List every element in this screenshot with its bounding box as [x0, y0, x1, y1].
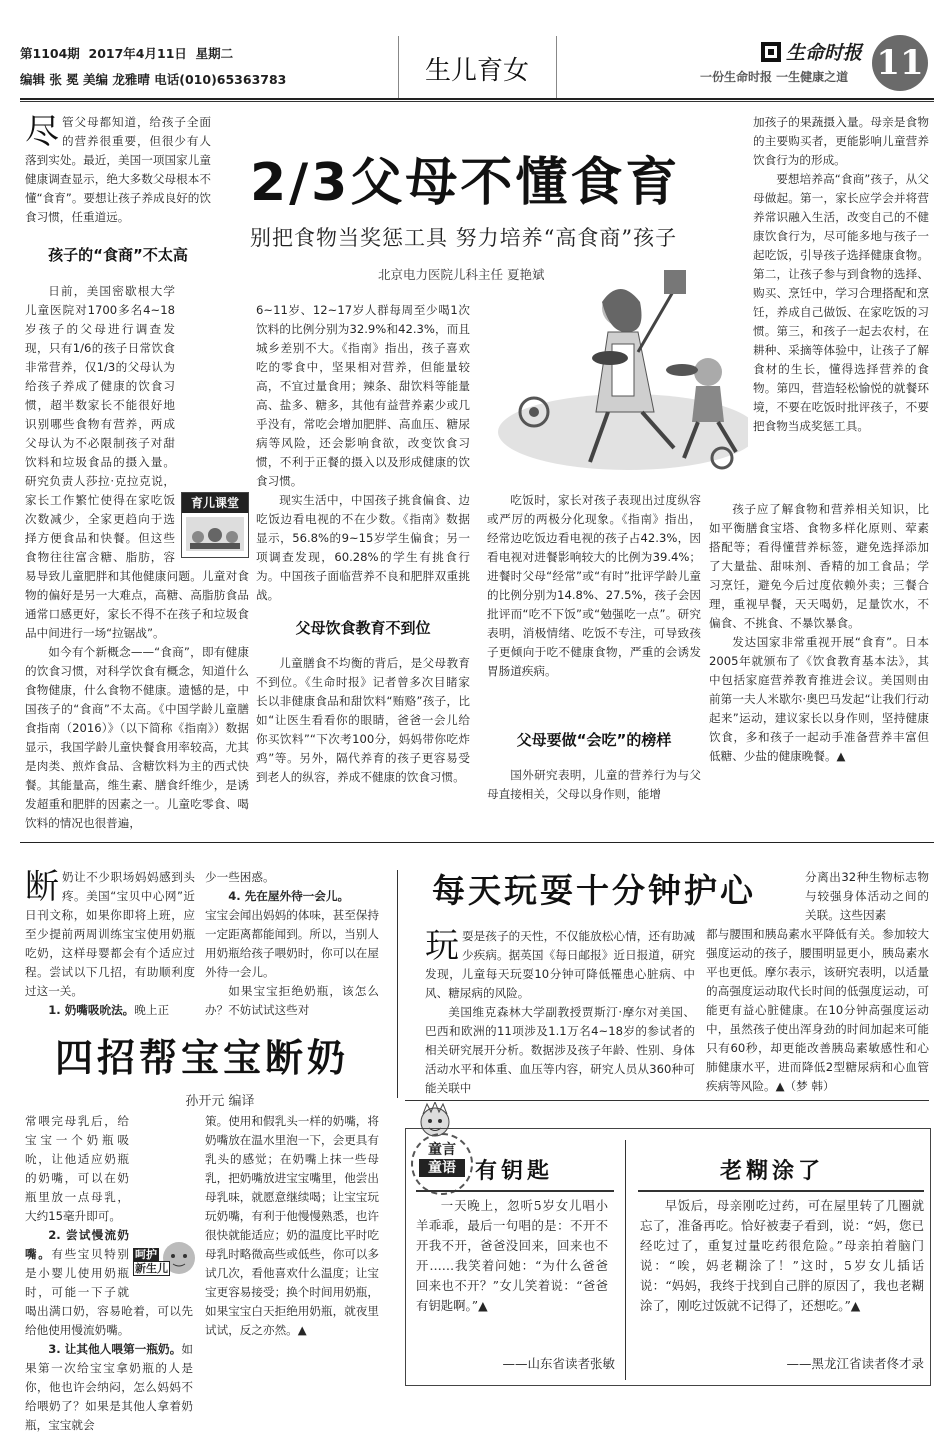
article1-col2-b [256, 654, 470, 787]
article2-intro: 奶让不少职场妈妈感到头疼。美国“宝贝中心网”近日刊文称，如果你即将上班，应至少提前两周训练宝宝使用奶瓶吃奶，这样母婴都会有个适应过程。尝试以下几招，有助顺利度过这一关。 [25, 870, 195, 998]
article3-p3: 都与腰围和胰岛素水平降低有关。参加较大强度运动的孩子，腰围明显更小，胰岛素水平也更低。摩尔表示，该研究表明，以适量的高强度运动取代长时间的低强度运动，可能更有益心脏健康。在10分钟高强度运动中，虽然孩子使出浑身劲的时间加起来可能只有60秒，却更能改善胰岛素敏感性和心肺健康水平，进而降低2型糖尿病和心血管疾病等风险。▲（梦 韩） [706, 927, 929, 1093]
tip2-text: 有些宝贝特别是小婴儿使用奶瓶时，可能一下子就喝出满口奶，容易呛着，可以先给他使用慢流奶嘴。 [25, 1247, 193, 1337]
article1-subhead1: 孩子的“食商”不太高 [48, 246, 188, 264]
story2-title: 老糊涂了 [720, 1159, 825, 1184]
story2-text: 早饭后，母亲刚吃过药，可在屋里转了几圈就忘了，准备再吃。恰好被妻子看到，说：“妈，您已经吃过了，重复过量吃药很危险。”母亲拍着脑门说：“唉，妈老糊涂了！”这时，5岁女儿插话说：“妈妈，我终于找到自己胖的原因了，我也老糊涂了，刚吃过饭就不记得了，还想吃。”▲ [640, 1198, 924, 1313]
issue-number: 第1104期 [20, 46, 80, 61]
story2-title-line [638, 1190, 924, 1192]
article2-col2-bottom [205, 1112, 379, 1340]
article2-col1-bottom-text: 常喂完母乳后，给宝宝一个奶瓶吸吮，让他适应奶瓶的奶嘴，可以在奶瓶里放一点母乳，大约15毫升即可。 [25, 1114, 129, 1223]
article3-right-top [805, 868, 929, 925]
section-title: 生儿育女 [424, 56, 529, 86]
classroom-icon [182, 513, 248, 555]
page-number-text: 11 [876, 43, 924, 83]
paper-logo [760, 38, 862, 65]
article3-dropcap: 玩 [425, 926, 459, 966]
article2-col2-top-a: 少一些困惑。 [205, 870, 275, 884]
story1-text: 一天晚上，忽听5岁女儿唱小羊乖乖，最后一句唱的是：不开不开我不开，爸爸没回来，回来也不开……我笑着问她：“为什么爸爸回来也不开？”女儿笑着说：“爸爸有钥匙啊。”▲ [416, 1198, 608, 1313]
article2-dropcap: 断 [25, 867, 59, 907]
tip3-text: 如果第一次给宝宝拿奶瓶的人是你，他也许会纳闷，怎么妈妈不给喂奶了？如果是其他人拿着奶瓶，宝宝就会 [25, 1342, 193, 1432]
article1-col1-para2: 如今有个新概念——“食商”，即有健康的饮食习惯，对科学饮食有概念，知道什么食物健康，什么食物不健康。遗憾的是，中国孩子的“食商”不太高。《中国学龄儿童膳食指南（2016）》（以下简称《指南》）数据显示，我国学龄儿童快餐食用率较高，尤其是肉类、煎炸食品、含糖饮料为主的西式快餐。其能量高，维生素、膳食纤维少，是诱发超重和肥胖的因素之一。儿童吃零食、喝饮料的情况也很普遍， [25, 645, 249, 830]
article3-left [425, 927, 695, 1098]
issue-weekday: 星期二 [195, 46, 234, 61]
newborn-badge [133, 1236, 199, 1290]
article3-p2: 美国维克森林大学副教授贾斯汀·摩尔对美国、巴西和欧洲的11项涉及1.1万名4~18岁的参试者的相关研究展开分析。数据涉及孩子年龄、性别、身体活动水平和体重、血压等内容，研究人员从360种可能关联中 [425, 1005, 695, 1095]
article2-byline: 孙开元 编译 [185, 1094, 255, 1109]
article1-subtitle: 别把食物当奖惩工具 努力培养“高食商”孩子 [250, 226, 678, 250]
tip2-label: 2. 尝试慢流奶嘴。 [25, 1228, 129, 1261]
article2-col2-top-b: 宝宝会闻出妈妈的体味，甚至保持一定距离都能闻到。所以，当别人用奶瓶给孩子喂奶时，你可以在屋外待一会儿。 [205, 908, 379, 979]
mother-child-illustration [478, 262, 748, 482]
tip4-label: 4. 先在屋外待一会儿。 [228, 889, 350, 903]
article1-col4-b [709, 500, 929, 766]
newborn-badge-line2: 新生儿 [135, 1262, 168, 1275]
article3-right-top-text: 分离出32种生物标志物与较强身体活动之间的关联。这些因素 [805, 870, 929, 922]
article3-p1: 耍是孩子的天性，不仅能放松心情，还有助减少疾病。据英国《每日邮报》近日报道，研究发现，儿童每天玩耍10分钟可降低罹患心脏病、中风、糖尿病的风险。 [425, 929, 695, 1000]
story1-author: ——山东省读者张敏 [502, 1356, 615, 1371]
article1-col3-p2: 国外研究表明，儿童的营养行为与父母直接相关，父母以身作则，能增 [487, 768, 701, 801]
story1-title: 有钥匙 [475, 1159, 554, 1184]
story2-author: ——黑龙江省读者佟才录 [786, 1356, 924, 1371]
article1-col4-p3: 孩子应了解食物和营养相关知识，比如平衡膳食宝塔、食物多样化原则、荤素搭配等；看得懂营养标签，避免选择添加了大量盐、甜味剂、香精的加工食品；学习烹饪，避免今后过度依赖外卖；三餐合理，重视早餐，天天喝奶，足量饮水，不偏食、不挑食、不暴饮暴食。 [709, 502, 929, 630]
article1-title: 2/3父母不懂食育 [250, 153, 681, 213]
paper-name: 生命时报 [786, 42, 863, 64]
kid-quotes-badge-bottom: 童语 [419, 1159, 465, 1177]
article1-col4-p1: 加孩子的果蔬摄入量。母亲是食物的主要购买者，更能影响儿童营养饮食行为的形成。 [753, 115, 929, 167]
article1-col3-p1: 吃饭时，家长对孩子表现出过度纵容或严厉的两极分化现象。《指南》指出，经常边吃饭边看电视的孩子占42.3%，因看电视对进餐影响较大的比例为39.4%；进餐时父母“经常”或“有时”批评学龄儿童的比例分别为14.8%、27.5%，孩子会因批评而“吃不下饭”或“勉强吃一点”。研究表明，消极情绪、吃饭不专注，可导致孩子更倾向于吃不健康食物，严重的会诱发胃肠道疾病。 [487, 493, 701, 678]
article1-col4-p2: 要想培养高“食商”孩子，从父母做起。第一，家长应学会并将营养常识融入生活，改变自己的不健康饮食行为，尽可能多地与孩子一起吃饭，引导孩子选择健康食物。第二，让孩子参与到食物的选择、购买、烹饪中，学习合理搭配和烹饪，养成自己做饭、在家吃饭的习惯。第三，和孩子一起去农村，在耕种、采摘等体验中，让孩子了解食材的生长，懂得选择营养的食物。第四，营造轻松愉悦的就餐环境，不要在吃饭时批评孩子，不要把食物当成奖惩工具。 [753, 172, 929, 433]
article2-title: 四招帮宝宝断奶 [55, 1036, 350, 1080]
article1-col1-text [25, 282, 249, 837]
article1-col2-p3: 儿童膳食不均衡的背后，是父母教育不到位。《生命时报》记者曾多次目睹家长以非健康食品和甜饮料“贿赂”孩子，比如“让医生看看你的眼睛，爸爸一会儿给你买饮料”“下次考100分，妈妈带你吃炸鸡”等。另外，隔代养育的孩子更容易受到老人的纵容，养成不健康的饮食习惯。 [256, 656, 470, 784]
article2-col1-top [25, 868, 195, 1020]
tip1-start: 晚上正 [134, 1003, 170, 1017]
newborn-badge-line1: 呵护 [135, 1248, 157, 1261]
article1-byline: 北京电力医院儿科主任 夏艳斌 [378, 267, 545, 282]
story1-title-line [416, 1190, 614, 1192]
kid-quotes-badge [411, 1133, 473, 1195]
article1-dropcap: 尽 [25, 112, 59, 152]
article1-subhead3: 父母要做“会吃”的榜样 [516, 731, 672, 749]
story1-body [416, 1196, 608, 1316]
article1-col2 [256, 301, 470, 605]
page-number [872, 35, 928, 91]
article1-col2-p2: 现实生活中，中国孩子挑食偏食、边吃饭边看电视的不在少数。《指南》数据显示，56.8%的9~15岁学生偏食；另一项调查发现，60.28%的学生有挑食行为。中国孩子面临营养不良和肥胖双重挑战。 [256, 493, 470, 602]
editor-info: 编辑 张 冕 美编 龙雅晴 电话(010)65363783 [20, 72, 287, 87]
article1-col2-p1: 6~11岁、12~17岁人群每周至少喝1次饮料的比例分别为32.9%和42.3%，而且城乡差别不大。《指南》指出，孩子喜欢吃的零食中，坚果相对营养，但能量较高，不宜过量食用；辣条、甜饮料等能量高、盐多、糖多，其他有益营养素少或几乎没有，常吃会增加肥胖、高血压、糖尿病等风险，还会影响食欲，改变饮食习惯，不利于正餐的摄入以及形成健康的饮食习惯。 [256, 303, 470, 488]
article3-title: 每天玩耍十分钟护心 [432, 871, 756, 910]
article2-col2-top-c: 如果宝宝拒绝奶瓶，该怎么办？不妨试试这些对 [205, 984, 379, 1017]
nurture-badge-title: 育儿课堂 [182, 493, 248, 513]
article1-col1 [25, 113, 211, 227]
article1-col4-p4: 发达国家非常重视开展“食育”。日本2005年就颁布了《饮食教育基本法》，其中包括家庭营养教育推进会议。美国则由前第一夫人米歇尔·奥巴马发起“让我们行动起来”运动，建议家长以身作则，坚持健康饮食，多和孩子一起动手准备营养丰富但低糖、少盐的健康晚餐。▲ [709, 635, 929, 763]
issue-info [20, 44, 233, 62]
article1-intro: 管父母都知道，给孩子全面的营养很重要，但很少有人落到实处。最近，美国一项国家儿童健康调查显示，绝大多数父母根本不懂“食育”。要想让孩子养成良好的饮食习惯，任重道远。 [25, 115, 211, 224]
kid-quotes-badge-top: 童言 [428, 1142, 456, 1158]
article2-col2-top [205, 868, 379, 1020]
article1-col1-para1: 日前，美国密歇根大学儿童医院对1700多名4~18岁孩子的父母进行调查发现，只有1/6的孩子日常饮食非常营养，仅1/3的父母认为给孩子养成了健康的饮食习惯，超半数家长不能很好地识别哪些食物有营养，两成父母认为不必限制孩子对甜饮料和垃圾食品的摄入量。研究负责人莎拉·克拉克说，家长工作繁忙使得在家吃饭次数减少，全家更趋向于选择方便食品和快餐。但这些食物往往富含糖、脂肪，容易导致儿童肥胖和其他健康问题。儿童对食物的偏好是另一大难点，高糖、高脂肪食品通常口感更好，家长不得不在孩子和垃圾食品中间进行一场“拉锯战”。 [25, 284, 249, 640]
paper-slogan: 一份生命时报 一生健康之道 [700, 70, 849, 84]
mother-child-cooking-illustration [478, 262, 748, 482]
article3-right [706, 925, 929, 1096]
article2-col2-bottom-text: 策。使用和假乳头一样的奶嘴，将奶嘴放在温水里泡一下，会更具有乳头的感觉；在奶嘴上抹一些母乳，把奶嘴放进宝宝嘴里，他尝出母乳味，就愿意继续喝；让宝宝玩玩奶嘴，有利于他慢慢熟悉，也许很快就能适应；奶的温度比平时吃母乳时略微高些或低些，你可以多试几次，看他喜欢什么温度；让宝宝更容易接受；换个时间用奶瓶，如果宝宝白天拒绝用奶瓶，就夜里试试，反之亦然。▲ [205, 1114, 379, 1337]
article1-col3-b [487, 766, 701, 804]
story2-body [640, 1196, 924, 1316]
tip3-label: 3. 让其他人喂第一瓶奶。 [48, 1342, 182, 1356]
nurture-badge [181, 492, 249, 558]
article2-col1-bottom [25, 1112, 193, 1435]
paper-logo-icon [760, 41, 782, 63]
article1-col4 [753, 113, 929, 436]
article1-col3 [487, 491, 701, 681]
issue-date: 2017年4月11日 [88, 46, 187, 61]
article1-subhead2: 父母饮食教育不到位 [295, 619, 431, 637]
tip1-label: 1. 奶嘴吸吮法。 [48, 1003, 135, 1017]
